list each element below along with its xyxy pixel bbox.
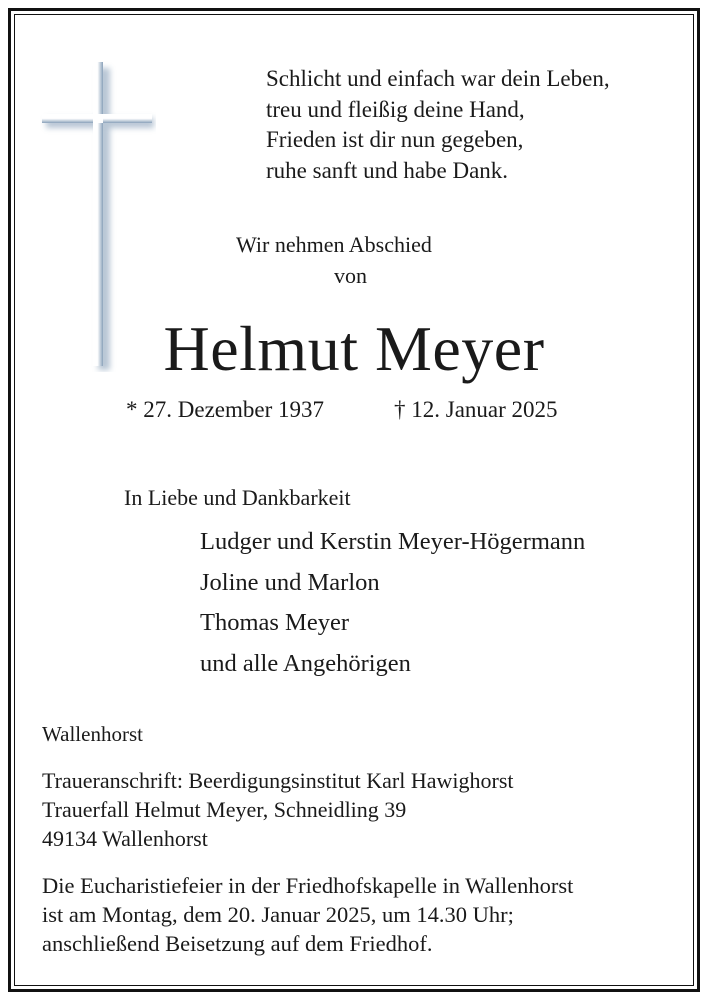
farewell-line-1: Wir nehmen Abschied: [236, 232, 432, 257]
poem-line: Frieden ist dir nun gegeben,: [266, 127, 524, 152]
address-line: 49134 Wallenhorst: [42, 826, 208, 851]
poem-line: Schlicht und einfach war dein Leben,: [266, 66, 610, 91]
death-date: † 12. Januar 2025: [394, 397, 558, 422]
address-line: Traueranschrift: Beerdigungsinstitut Karl Hawighorst: [42, 768, 514, 793]
place: Wallenhorst: [42, 722, 143, 746]
poem: [266, 64, 610, 186]
mourner-name: Thomas Meyer: [200, 609, 349, 636]
mourner-name: und alle Angehörigen: [200, 649, 411, 677]
mourning-address: [42, 766, 514, 853]
poem-line: ruhe sanft und habe Dank.: [266, 157, 509, 183]
deceased-name: [0, 312, 708, 386]
service-line: ist am Montag, dem 20. Januar 2025, um 14.30 Uhr;: [42, 902, 514, 927]
farewell-line-2: von: [334, 263, 367, 288]
mourner-name: Joline und Marlon: [200, 568, 380, 596]
service-line: Die Eucharistiefeier in der Friedhofskapelle in Wallenhorst: [42, 873, 574, 898]
mourners-list: [200, 522, 585, 684]
mourners-intro: In Liebe und Dankbarkeit: [124, 485, 351, 510]
address-line: Trauerfall Helmut Meyer, Schneidling 39: [42, 797, 407, 822]
poem-line: treu und fleißig deine Hand,: [266, 96, 525, 122]
birth-date: * 27. Dezember 1937: [126, 397, 324, 422]
service-line: anschließend Beisetzung auf dem Friedhof.: [42, 931, 433, 956]
mourner-name: Ludger und Kerstin Meyer-Högermann: [200, 528, 586, 555]
service-info: [42, 871, 573, 958]
deceased-name-text: Helmut Meyer: [163, 313, 545, 384]
